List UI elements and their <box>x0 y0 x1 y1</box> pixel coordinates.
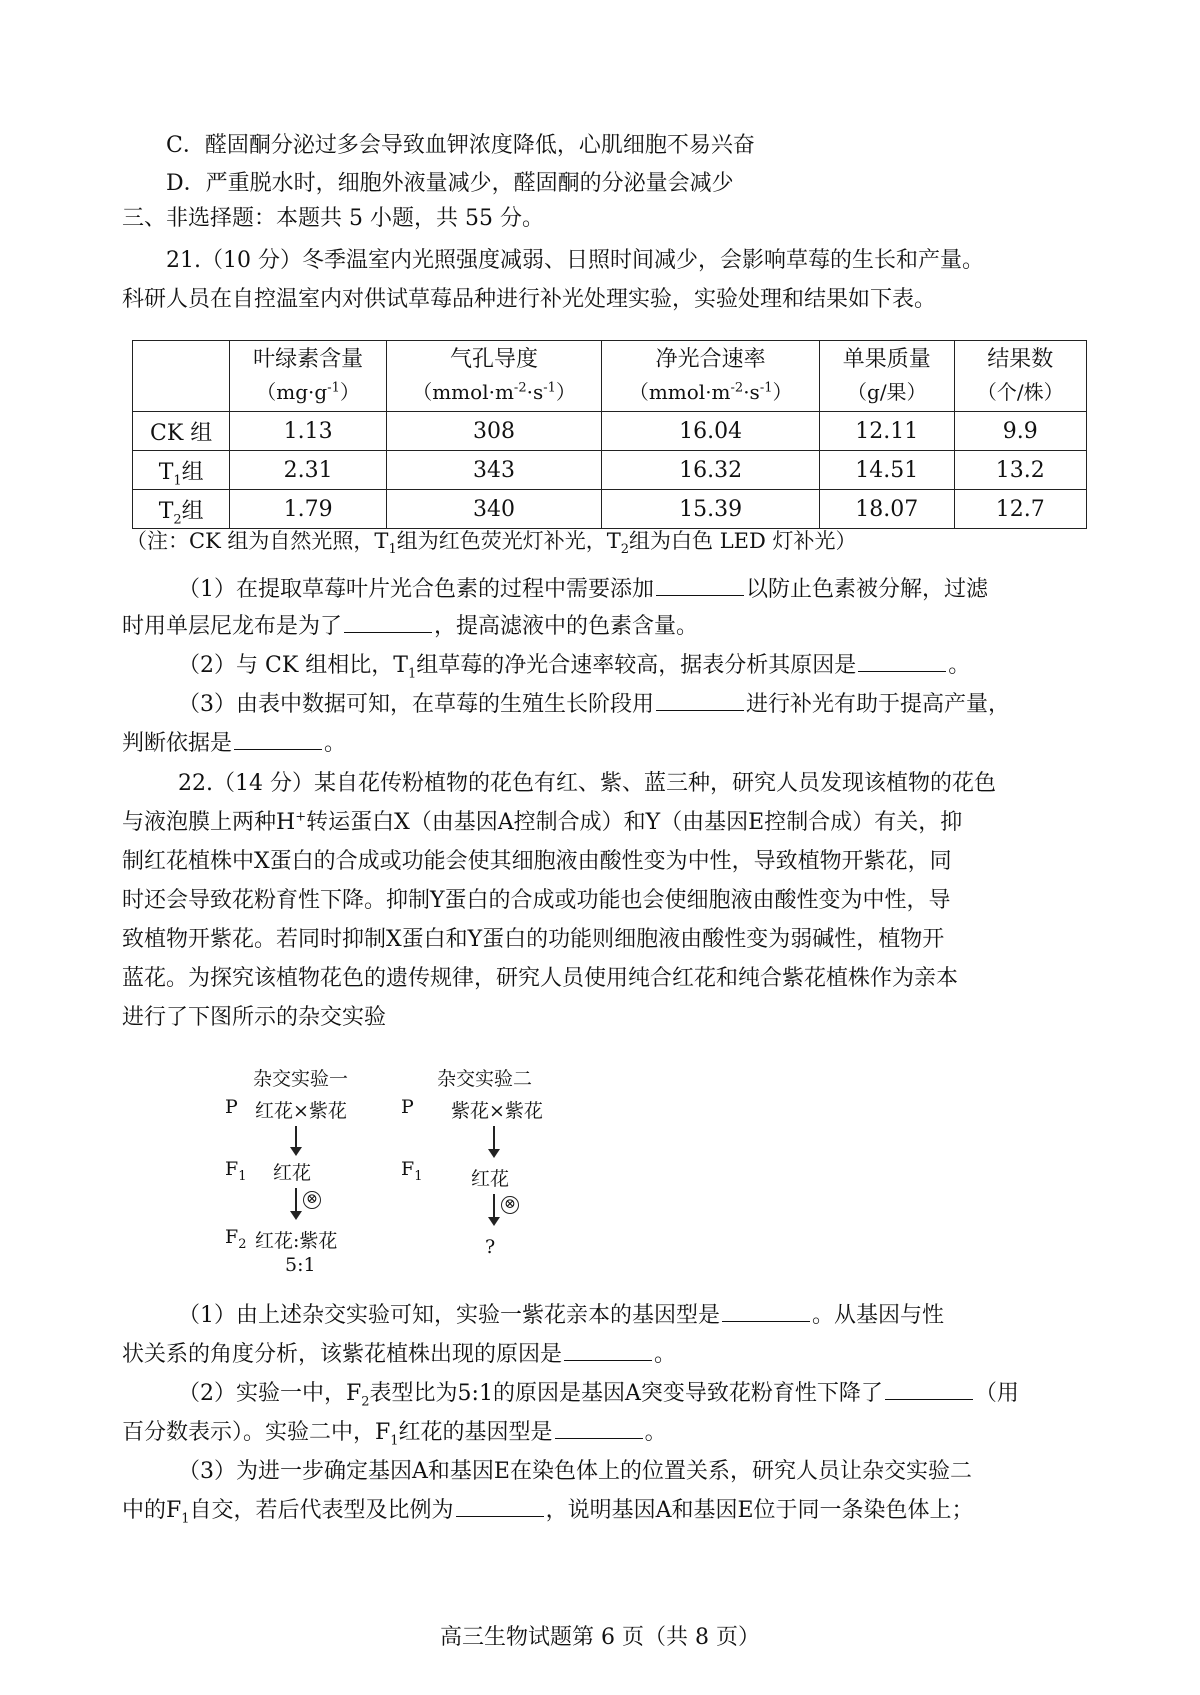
table-cell: 340 <box>386 490 602 529</box>
q21-part1-line1: （1）在提取草莓叶片光合色素的过程中需要添加 以防止色素被分解，过滤 <box>178 577 989 602</box>
table-corner-cell <box>133 341 230 412</box>
table-cell: 18.07 <box>820 490 955 529</box>
exp1-p-label: P <box>225 1096 238 1118</box>
table-cell: 16.32 <box>602 451 820 490</box>
arrow-down-icon <box>295 1188 297 1214</box>
table-cell: 343 <box>386 451 602 490</box>
q22-line: 22.（14 分）某自花传粉植物的花色有红、紫、蓝三种，研究人员发现该植物的花色 <box>178 771 996 796</box>
q21-part1-line2: 时用单层尼龙布是为了 ，提高滤液中的色素含量。 <box>122 614 699 639</box>
exp1-f1-label: $F_1$ <box>225 1158 247 1184</box>
answer-blank[interactable] <box>234 729 322 750</box>
exp1-ratio: 5:1 <box>285 1254 316 1276</box>
row-group-label: $T_1$组 <box>133 451 230 490</box>
header-fruit-count: 结果数 （个/株） <box>954 341 1086 412</box>
q22-line: 时还会导致花粉育性下降。抑制Y蛋白的合成或功能也会使细胞液由酸性变为中性，导 <box>122 888 951 913</box>
exp2-p-label: P <box>401 1096 414 1118</box>
exp1-f2-label: $F_2$ <box>225 1226 247 1252</box>
exp2-title: 杂交实验二 <box>437 1068 533 1090</box>
arrow-down-icon <box>493 1126 495 1152</box>
q22-line: 致植物开紫花。若同时抑制X蛋白和Y蛋白的功能则细胞液由酸性变为弱碱性，植物开 <box>122 927 945 952</box>
answer-blank[interactable] <box>858 651 946 672</box>
q22-line: 蓝花。为探究该植物花色的遗传规律，研究人员使用纯合红花和纯合紫花植株作为亲本 <box>122 966 959 991</box>
selfing-icon: ⊗ <box>501 1196 519 1214</box>
arrow-down-icon <box>295 1126 297 1150</box>
header-fruit-mass: 单果质量 （g/果） <box>820 341 955 412</box>
experiment-table <box>132 340 1087 529</box>
header-stomatal-conductance: 气孔导度 $(mmol\cdot m^{-2}\cdot s^{-1})$ <box>386 341 602 412</box>
answer-blank[interactable] <box>344 612 432 633</box>
table-row <box>133 451 1087 490</box>
q22-part1-line2: 状关系的角度分析，该紫花植株出现的原因是 。 <box>122 1342 677 1367</box>
table-cell: 13.2 <box>954 451 1086 490</box>
q22-part3-line1: （3）为进一步确定基因A和基因E在染色体上的位置关系，研究人员让杂交实验二 <box>178 1459 972 1484</box>
exp1-f2: 红花:紫花 <box>255 1230 338 1252</box>
q22-part2-line1: （2）实验一中，$F_2$表型比为5:1的原因是基因A突变导致花粉育性下降了 （用 <box>178 1381 1019 1410</box>
exp2-f2-unknown: ? <box>485 1236 496 1258</box>
table-cell: 14.51 <box>820 451 955 490</box>
table-note: （注：CK 组为自然光照，$T_1$组为红色荧光灯补光，$T_2$组为白色 LED 灯补光） <box>126 529 857 558</box>
table-cell: 16.04 <box>602 412 820 451</box>
answer-blank[interactable] <box>885 1379 973 1400</box>
q22-part2-line2: 百分数表示）。实验二中，$F_1$红花的基因型是 。 <box>122 1420 667 1449</box>
answer-blank[interactable] <box>555 1418 643 1439</box>
table-cell: 308 <box>386 412 602 451</box>
q21-intro-2: 科研人员在自控温室内对供试草莓品种进行补光处理实验，实验处理和结果如下表。 <box>122 287 937 312</box>
exp1-f1: 红花 <box>273 1162 312 1184</box>
q22-part3-line2: 中的$F_1$自交，若后代表型及比例为 ，说明基因A和基因E位于同一条染色体上； <box>122 1498 974 1527</box>
arrow-down-icon <box>493 1194 495 1220</box>
row-group-label: $T_2$组 <box>133 490 230 529</box>
row-group-label: CK 组 <box>133 412 230 451</box>
q21-intro-1: 21.（10 分）冬季温室内光照强度减弱、日照时间减少，会影响草莓的生长和产量。 <box>166 248 984 273</box>
q21-part3-line1: （3）由表中数据可知，在草莓的生殖生长阶段用 进行补光有助于提高产量， <box>178 692 1011 717</box>
table-header-row <box>133 341 1087 412</box>
answer-blank[interactable] <box>656 690 744 711</box>
table-cell: 12.7 <box>954 490 1086 529</box>
q21-part3-line2: 判断依据是 。 <box>122 731 347 756</box>
q22-part1-line1: （1）由上述杂交实验可知，实验一紫花亲本的基因型是 。从基因与性 <box>178 1303 945 1328</box>
q22-line: 与液泡膜上两种H+转运蛋白X（由基因A控制合成）和Y（由基因E控制合成）有关，抑 <box>122 809 963 835</box>
q21-part2: （2）与 CK 组相比，$T_1$组草莓的净光合速率较高，据表分析其原因是 。 <box>178 653 971 682</box>
option-c: C．醛固酮分泌过多会导致血钾浓度降低，心肌细胞不易兴奋 <box>166 133 755 158</box>
q22-line: 制红花植株中X蛋白的合成或功能会使其细胞液由酸性变为中性，导致植物开紫花，同 <box>122 849 952 874</box>
table-row <box>133 490 1087 529</box>
answer-blank[interactable] <box>722 1301 810 1322</box>
section-title: 三、非选择题：本题共 5 小题，共 55 分。 <box>122 206 544 231</box>
header-net-photosynthesis: 净光合速率 $(mmol\cdot m^{-2}\cdot s^{-1})$ <box>602 341 820 412</box>
exp1-parents: 红花×紫花 <box>255 1100 347 1122</box>
exp2-parents: 紫花×紫花 <box>451 1100 543 1122</box>
answer-blank[interactable] <box>656 575 744 596</box>
cross-diagram <box>225 1060 645 1276</box>
header-chlorophyll: 叶绿素含量 $(mg\cdot g^{-1})$ <box>230 341 386 412</box>
exp1-title: 杂交实验一 <box>253 1068 349 1090</box>
option-d: D．严重脱水时，细胞外液量减少，醛固酮的分泌量会减少 <box>166 171 734 196</box>
exp2-f1-label: $F_1$ <box>401 1158 423 1184</box>
table-row <box>133 412 1087 451</box>
table-cell: 1.79 <box>230 490 386 529</box>
table-cell: 12.11 <box>820 412 955 451</box>
selfing-icon: ⊗ <box>303 1191 321 1209</box>
answer-blank[interactable] <box>564 1340 652 1361</box>
table-cell: 2.31 <box>230 451 386 490</box>
exp2-f1: 红花 <box>471 1168 510 1190</box>
table-cell: 15.39 <box>602 490 820 529</box>
table-cell: 1.13 <box>230 412 386 451</box>
answer-blank[interactable] <box>456 1496 544 1517</box>
table-cell: 9.9 <box>954 412 1086 451</box>
page-footer: 高三生物试题第 6 页（共 8 页） <box>440 1625 760 1650</box>
q22-line: 进行了下图所示的杂交实验 <box>122 1005 387 1030</box>
